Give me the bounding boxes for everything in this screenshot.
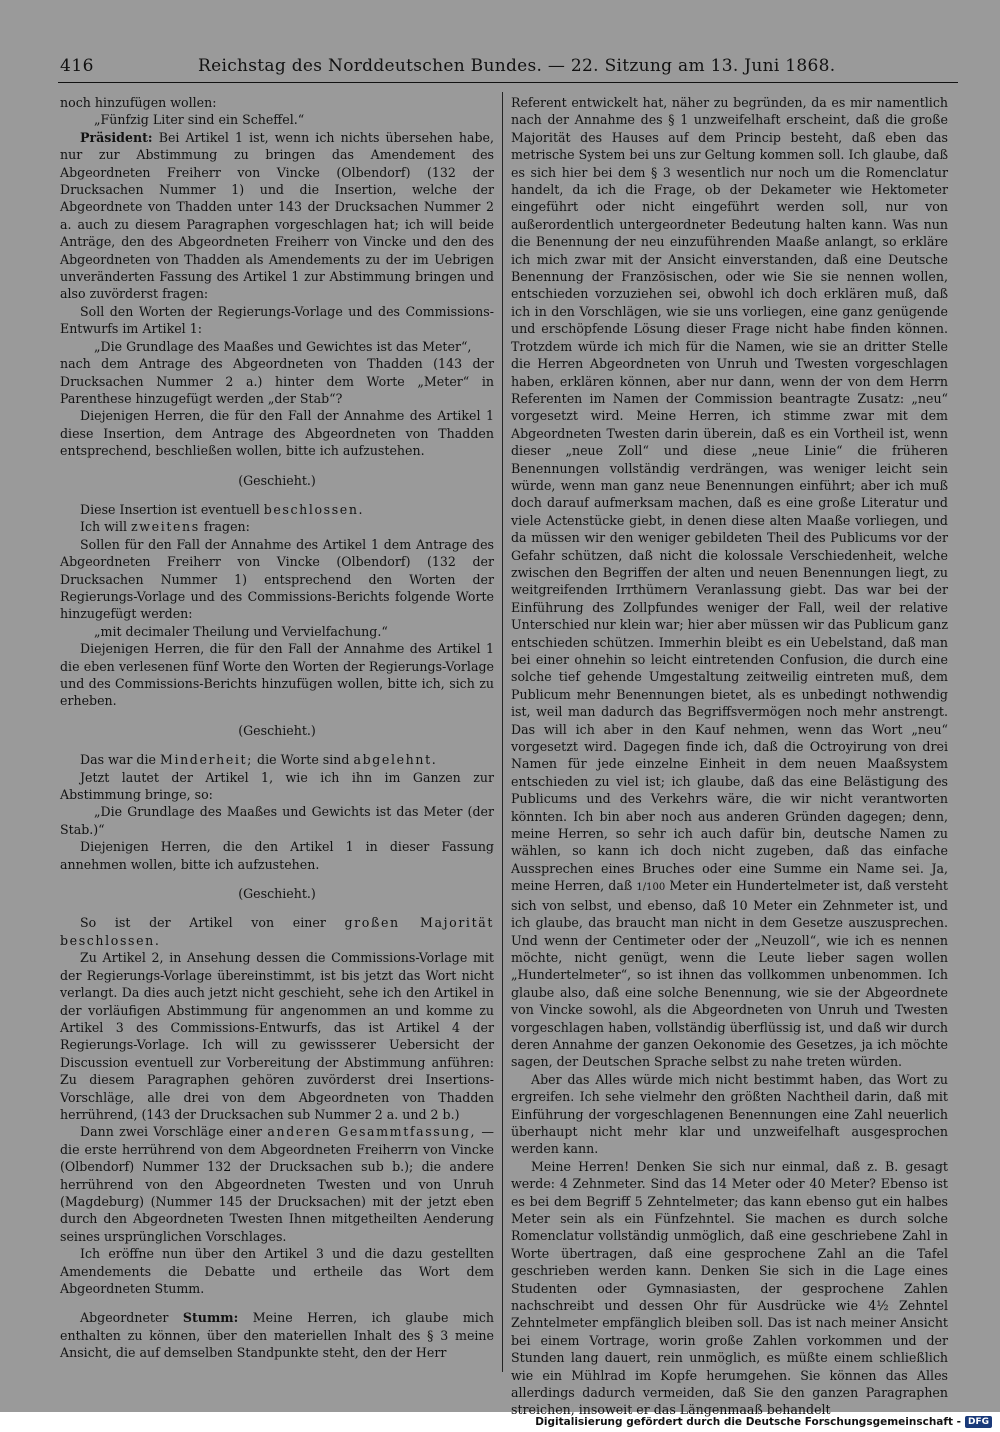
speaker-name: Stumm: [182,1310,239,1326]
paragraph [60,1309,494,1361]
stage-direction: (Geschieht.) [238,472,316,488]
text: Meine Herren! Denken Sie sich nur einmal, daß z. B. gesagt werde: 4 Zehnmeter. Sind das 14 Meter oder 40 Meter? Ebenso ist es bei dem Begriff 5 Zehntelmeter; das kann ebenso gut ein halbes Meter sein als ein Fünfzehntel. Sie machen es durch solche Romenclatur vollständig unmöglich, daß eine geschriebene Zahl in Worte übertragen, daß eine gesprochene Zahl an die Tafel geschrieben werden kann. Denken Sie sich in die Lage eines Studenten oder Gymnasiasten, der gesprochene Zahlen nachschreibt und dessen Ohr für Ausdrücke wie [511,1158,948,1314]
paragraph: Diejenigen Herren, die für den Fall der Annahme des Artikel 1 diese Insertion, dem Antrage des Abgeordneten von Thadden entsprechend, beschließen wollen, bitte ich aufzustehen. [60,408,494,459]
digitization-credit [535,1414,992,1430]
page-header [58,56,958,83]
paragraph: Diejenigen Herren, die den Artikel 1 in dieser Fassung annehmen wollen, bitte ich aufzustehen. [60,839,494,872]
quote: „mit decimaler Theilung und Vervielfachung.“ [94,623,388,639]
paragraph [511,1158,948,1419]
text: — die erste herrührend von dem Abgeordneten Freiherrn von Vincke (Olbendorf) Nummer 132 der Drucksachen sub b.); die andere herrührend von den Abgeordneten Twesten und von Unruh (Magdeburg) (Nummer 145 der Drucksachen) mit der jetzt eben durch den Abgeordneten Twesten Ihnen mitgetheilten Aenderung seines ursprünglichen Vorschlages. [60,1124,494,1244]
text: Abgeordneter [80,1310,169,1326]
paragraph [60,1123,494,1245]
text: die Worte sind [257,752,350,768]
speaker-name: Präsident: [80,129,153,145]
speech-text: Meine Herren, ich glaube mich enthalten zu können, über den materiellen Inhalt des § 3 meine Ansicht, die auf demselben Standpunkte steht, den der Herr [60,1310,495,1361]
paragraph: Soll den Worten der Regierungs-Vorlage und des Commissions-Entwurfs im Artikel 1: [60,303,494,337]
paragraph [60,129,494,303]
stage-direction: (Geschieht.) [238,886,316,902]
text: fragen: [203,519,250,535]
text: So ist der Artikel von einer [80,915,326,931]
paragraph [60,914,494,949]
text: Referent entwickelt hat, näher zu begründen, da es mir namentlich nach der Annahme des § 1 unzweifelhaft erscheint, daß die große Majorität des Hauses auf dem Princip besteht, daß eben das metrische System bei uns zur Geltung kommen soll. Ich glaube, daß es sich hier bei dem § 3 wesentlich nur noch um die Romenclatur handelt, da ich die Frage, ob der Dekameter wie Hektometer eingeführt oder nicht eingeführt werden soll, nur von außerordentlich untergeordneter Bedeutung halten kann. Was nun die Benennung der neu einzuführenden Maaße anlangt, so erkläre ich mich zwar mit der Ansicht einverstanden, daß eine Deutsche Benennung der Französischen, oder wie Sie sie nennen wollen, entschieden vorzuziehen sei, obwohl ich doch erklären muß, daß ich in den Vorschlägen, wie sie uns vorliegen, eine ganz genügende und erschöpfende Lösung dieser Frage nicht habe finden können. Trotzdem würde ich mich für die Namen, wie sie an dritter Stelle die Herren Abgeordneten von Unruh und Twesten vorgeschlagen haben, erklären können, aber nur dann, wenn der von dem Herrn Referenten im Namen der Commission beantragte Zusatz: „neu“ vorgesetzt wird. Meine Herren, ich stimme zwar mit dem Abgeordneten Twesten darin überein, daß es ein Vortheil ist, wenn dieser „neue Zoll“ und diese „neue Linie“ die früheren Benennungen vollständig verdrängen, was weniger leicht sein würde, wenn man ganz neue Benennungen einführt; aber ich muß doch darauf aufmerksam machen, daß es eine große Literatur und viele Actenstücke giebt, in denen diese alten Maaße vorliegen, und da müssen wir den weniger gebildeten Theil des Publicums vor der Gefahr schützen, daß nicht die kolossale Verschiedenheit, welche zwischen den Begriffen der alten und neuen Benennungen liegt, zu weitgreifenden Irrthümern Veranlassung giebt. Das war bei der Einführung des Zollpfundes weniger der Fall, weil der relative Unterschied nur klein war; hier aber müssen wir das Publicum ganz entschieden schützen. Immerhin bleibt es ein Uebelstand, daß man bei einer ohnehin so leicht eintretenden Confusion, die durch eine solche tief gehende Umgestaltung zeitweilig eintreten muß, dem Publicum mehr Benennungen bietet, als es unbedingt nothwendig ist, weil man dadurch das Begriffsvermögen noch mehr anstrengt. Das will ich aber in den Kauf nehmen, wenn das Wort „neu“ vorgesetzt wird. Dagegen finde ich, daß die Octroyirung von drei Namen für jede einzelne Einheit in dem neuen Maaßsystem entschieden zu viel ist; ich glaube, daß das eine Belästigung des Publicums und des Verkehrs wäre, die wir nicht verantworten könnten. Ich bin aber noch aus anderen Gründen dagegen; denn, meine Herren, so sehr ich auch dafür bin, deutsche Namen zu wählen, so kann ich doch nicht zugeben, daß das einfache Aussprechen eines Bruches oder eine Summe ein Name sei. Ja, meine Herren, daß [511,95,948,894]
paragraph: Sollen für den Fall der Annahme des Artikel 1 dem Antrage des Abgeordneten Freiherr von Vincke (Olbendorf) (132 der Drucksachen Nummer 1) entsprechend den Worten der Regierungs-Vorlage und des Commissions-Berichts folgende Worte hinzugefügt werden: [60,536,494,622]
emphasis: Minderheit; [159,752,254,768]
text: Das war die [80,752,156,768]
text: Dann zwei Vorschläge einer [80,1124,263,1140]
emphasis: beschlossen. [263,501,365,517]
paragraph: Jetzt lautet der Artikel 1, wie ich ihn im Ganzen zur Abstimmung bringe, so: [60,769,494,803]
credit-text: Digitalisierung gefördert durch die Deutsche Forschungsgemeinschaft - [535,1416,961,1428]
paragraph [60,501,494,518]
emphasis: anderen Gesammtfassung, [267,1124,477,1140]
paragraph: Ich eröffne nun über den Artikel 3 und die dazu gestellten Amendements die Debatte und ertheile das Wort dem Abgeordneten Stumm. [60,1246,494,1296]
text: Zehntel Zehntelmeter empfänglich bleiben soll. Das ist nach meiner Ansicht bei einem Vortrage, worin große Zahlen vorkommen und der Stunden lang dauert, rein unmöglich, es müßte einem schließlich wie ein Mühlrad im Kopfe herumgehen. Sie können das Alles allerdings dadurch vermeiden, daß Sie den ganzen Paragraphen streichen, insoweit er das Längenmaaß behandelt [511,1298,948,1418]
running-title: Reichstag des Norddeutschen Bundes. — 22. Sitzung am 13. Juni 1868. [198,56,836,76]
text: Diese Insertion ist eventuell [80,501,260,517]
text: Ich will [80,519,128,535]
emphasis: großen Majorität beschlossen. [60,915,494,948]
paragraph: noch hinzufügen wollen: [60,95,217,110]
paragraph [60,518,494,535]
paragraph [511,94,948,1071]
quote: „Die Grundlage des Maaßes und Gewichts ist das Meter (der Stab.)“ [60,804,494,837]
paragraph: Aber das Alles würde mich nicht bestimmt haben, das Wort zu ergreifen. Ich sehe vielmehr den größten Nachtheil darin, daß mit Einführung der vorgeschlagenen Benennungen eine Zahl neuerlich überhaupt nicht mehr klar und unzweifelhaft ausgesprochen werden kann. [511,1071,948,1157]
text: Meter ein Hundertelmeter ist, daß versteht sich von selbst, und ebenso, daß 10 Meter ein Zehnmeter ist, und ich glaube, das braucht man nicht in dem Gesetze auszusprechen. Und wenn der Centimeter oder der „Neuzoll“, wie ich es nennen möchte, nicht genügt, wenn die Leute lieber sagen wollen „Hundertelmeter“, so ist ihnen das vollkommen unbenommen. Ich glaube also, daß eine solche Benennung, wie sie der Abgeordnete von Vincke sowohl, als die Abgeordneten von Unruh und Twesten vorgeschlagen haben, vollständig überflüssig ist, und daß wir durch deren Annahme der ganzen Oekonomie des Gesetzes, ja ich möchte sagen, der Deutschen Sprache selbst zu nahe treten würden. [511,878,948,1070]
fraction: 1/100 [636,882,666,894]
paragraph: nach dem Antrage des Abgeordneten von Thadden (143 der Drucksachen Nummer 2 a.) hinter dem Worte „Meter“ in Parenthese hinzugefügt werden „der Stab“? [60,356,494,406]
stage-direction: (Geschieht.) [238,722,316,738]
page-number: 416 [60,56,94,76]
left-column [60,94,494,1372]
paragraph: Zu Artikel 2, in Ansehung dessen die Commissions-Vorlage mit der Regierungs-Vorlage übereinstimmt, ist bis jetzt das Wort nicht verlangt. Da dies auch jetzt nicht geschieht, sehe ich den Artikel in der vorläufigen Abstimmung für angenommen an und komme zu Artikel 3 des Commissions-Entwurfs, das ist Artikel 4 der Regierungs-Vorlage. Ich will zu gewissserer Uebersicht der Discussion eventuell zur Vorbereitung der Abstimmung anführen: Zu diesem Paragraphen gehören zuvörderst drei Insertions-Vorschläge, alle drei von dem Abgeordneten von Thadden herrührend, (143 der Drucksachen sub Nummer 2 a. und 2 b.) [60,950,494,1122]
paragraph: Diejenigen Herren, die für den Fall der Annahme des Artikel 1 die eben verlesenen fünf Worte den Worten der Regierungs-Vorlage und des Commissions-Berichts hinzufügen wollen, bitte ich, sich zu erheben. [60,641,494,709]
emphasis: abgelehnt. [353,752,438,768]
speech-text: Bei Artikel 1 ist, wenn ich nichts übersehen habe, nur zur Abstimmung zu bringen das Amendement des Abgeordneten Freiherr von Vincke (Olbendorf) (132 der Drucksachen Nummer 1) und die Insertion, welche der Abgeordnete von Thadden unter 143 der Drucksachen Nummer 2 a. auch zu diesem Paragraphen vorgeschlagen hat; ich will beide Anträge, den des Abgeordneten Freiherr von Vincke und den des Abgeordneten von Thadden als Amendements zu der im Uebrigen unveränderten Fassung des Artikel 1 zur Abstimmung bringen und also zuvörderst fragen: [60,129,494,302]
emphasis: zweitens [131,519,200,535]
column-divider [502,92,503,1372]
fraction: 4½ [868,1298,889,1314]
right-column [511,94,948,1418]
dfg-logo: DFG [965,1416,992,1428]
paragraph [60,751,494,768]
quote: „Fünfzig Liter sind ein Scheffel.“ [94,112,305,128]
quote: „Die Grundlage des Maaßes und Gewichtes ist das Meter“, [94,338,472,354]
